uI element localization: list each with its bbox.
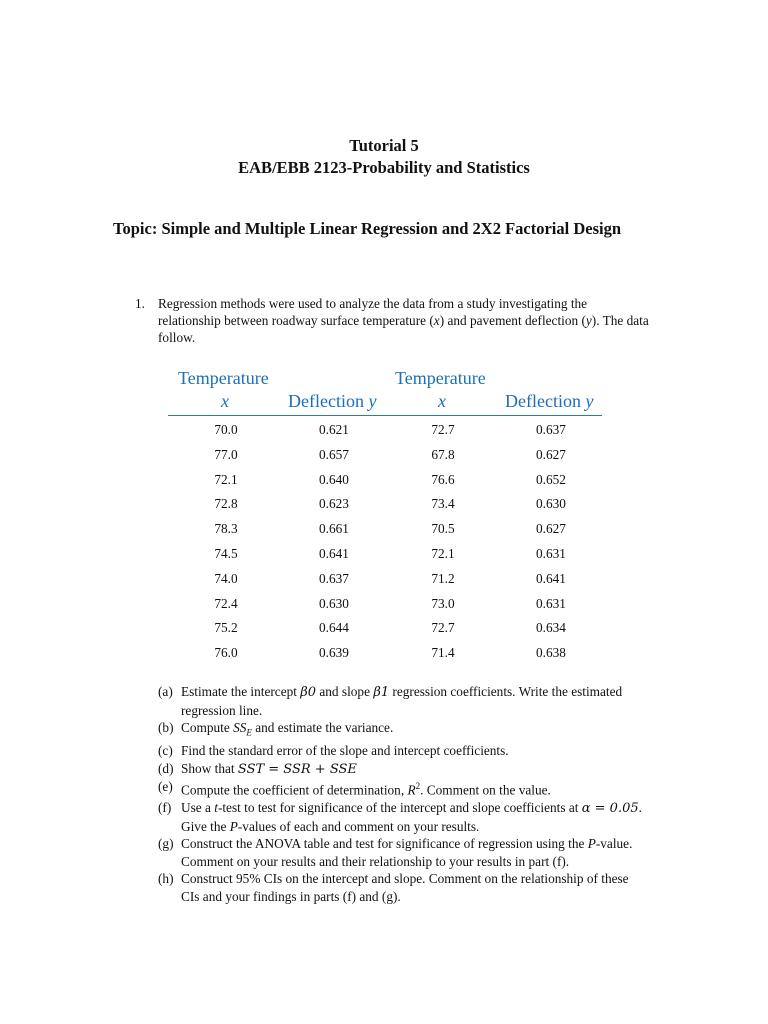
cell-deflection-y-2: 0.627 [536, 446, 566, 462]
cell-deflection-y-1: 0.639 [319, 645, 349, 661]
cell-deflection-y-2: 0.634 [536, 620, 566, 636]
cell-deflection-y-2: 0.631 [536, 545, 566, 561]
col-header-deflection-2: Deflection y [505, 391, 594, 411]
sst-equation: SST = SSR + SSE [237, 761, 357, 777]
col-header-temperature-1: Temperature [178, 368, 269, 388]
cell-deflection-y-2: 0.631 [536, 595, 566, 611]
table-row [168, 515, 602, 540]
question-text: Regression methods were used to analyze the data from a study investigating the relationship between roadway surface temperature (x) and pavement deflection (y). The data follow. [158, 296, 649, 345]
tutorial-title: Tutorial 5 [349, 136, 419, 155]
cell-deflection-y-2: 0.637 [536, 422, 566, 437]
part-e: (e) Compute the coefficient of determination, $R^2$. Comment on the value. [158, 779, 551, 798]
cell-deflection-y-1: 0.644 [319, 620, 349, 636]
cell-deflection-y-1: 0.657 [319, 446, 349, 462]
part-a: (a) Estimate the intercept β0 and slope β1 regression coefficients. Write the estimated regression line. [158, 684, 623, 718]
cell-temperature-x-2: 67.8 [431, 446, 455, 462]
cell-temperature-x-1: 74.0 [214, 570, 238, 586]
cell-temperature-x-1: 74.5 [214, 545, 238, 561]
cell-temperature-x-2: 70.5 [431, 521, 455, 537]
cell-deflection-y-2: 0.638 [536, 645, 566, 661]
table-row [168, 466, 602, 491]
cell-deflection-y-1: 0.641 [319, 545, 349, 561]
part-b: (b) Compute $SS_E$ and estimate the variance. [158, 720, 394, 738]
data-table [168, 366, 602, 664]
question-number: 1. [135, 296, 145, 311]
cell-deflection-y-1: 0.637 [319, 570, 349, 586]
cell-temperature-x-2: 71.2 [431, 570, 455, 586]
cell-temperature-x-1: 76.0 [214, 645, 238, 661]
cell-temperature-x-2: 73.0 [431, 595, 455, 611]
question-1 [113, 295, 653, 346]
table-header [168, 366, 602, 416]
col-header-x-1: x [221, 391, 229, 411]
cell-temperature-x-2: 76.6 [431, 471, 455, 487]
topic-heading: Topic: Simple and Multiple Linear Regression and 2X2 Factorial Design [113, 219, 622, 238]
cell-deflection-y-1: 0.640 [319, 471, 349, 487]
table-body [168, 416, 602, 664]
part-h: (h) Construct 95% CIs on the intercept and slope. Comment on the relationship of these CIs and your findings in parts (f) and (g). [158, 871, 629, 904]
table-row [168, 614, 602, 639]
part-g: (g) Construct the ANOVA table and test for significance of regression using the P-value. Comment on your results and their relationship to your results in part (f). [158, 836, 633, 869]
question-parts [158, 683, 648, 905]
cell-deflection-y-1: 0.621 [319, 422, 349, 437]
part-c: (c) Find the standard error of the slope and intercept coefficients. [158, 743, 509, 759]
cell-temperature-x-1: 70.0 [214, 422, 238, 437]
cell-temperature-x-2: 72.7 [431, 422, 455, 437]
cell-deflection-y-1: 0.630 [319, 595, 349, 611]
cell-temperature-x-2: 72.1 [431, 545, 455, 561]
cell-temperature-x-1: 77.0 [214, 446, 238, 462]
col-header-x-2: x [438, 391, 446, 411]
table-row [168, 639, 602, 664]
cell-deflection-y-1: 0.623 [319, 496, 349, 512]
cell-temperature-x-2: 73.4 [431, 496, 455, 512]
table-row [168, 565, 602, 590]
table-row [168, 540, 602, 565]
col-header-temperature-2: Temperature [395, 368, 486, 388]
table-row [168, 441, 602, 466]
part-f: (f) Use a t-test to test for significance of the intercept and slope coefficients at α = 0.05. Give the P-values of each and comment on your results. [158, 800, 642, 834]
cell-temperature-x-1: 78.3 [214, 521, 238, 537]
cell-temperature-x-2: 71.4 [431, 645, 455, 661]
cell-temperature-x-1: 75.2 [214, 620, 238, 636]
table-row [168, 590, 602, 615]
table-row [168, 416, 602, 441]
cell-deflection-y-2: 0.627 [536, 521, 566, 537]
table-row [168, 490, 602, 515]
cell-temperature-x-1: 72.1 [214, 471, 238, 487]
part-d: (d) Show that SST = SSR + SSE [158, 760, 357, 777]
title-block [0, 135, 768, 179]
cell-temperature-x-1: 72.8 [214, 496, 238, 512]
cell-deflection-y-2: 0.630 [536, 496, 566, 512]
cell-temperature-x-2: 72.7 [431, 620, 455, 636]
course-title: EAB/EBB 2123-Probability and Statistics [238, 158, 530, 177]
cell-temperature-x-1: 72.4 [214, 595, 238, 611]
col-header-deflection-1: Deflection y [288, 391, 377, 411]
cell-deflection-y-1: 0.661 [319, 521, 349, 537]
cell-deflection-y-2: 0.641 [536, 570, 566, 586]
cell-deflection-y-2: 0.652 [536, 471, 566, 487]
